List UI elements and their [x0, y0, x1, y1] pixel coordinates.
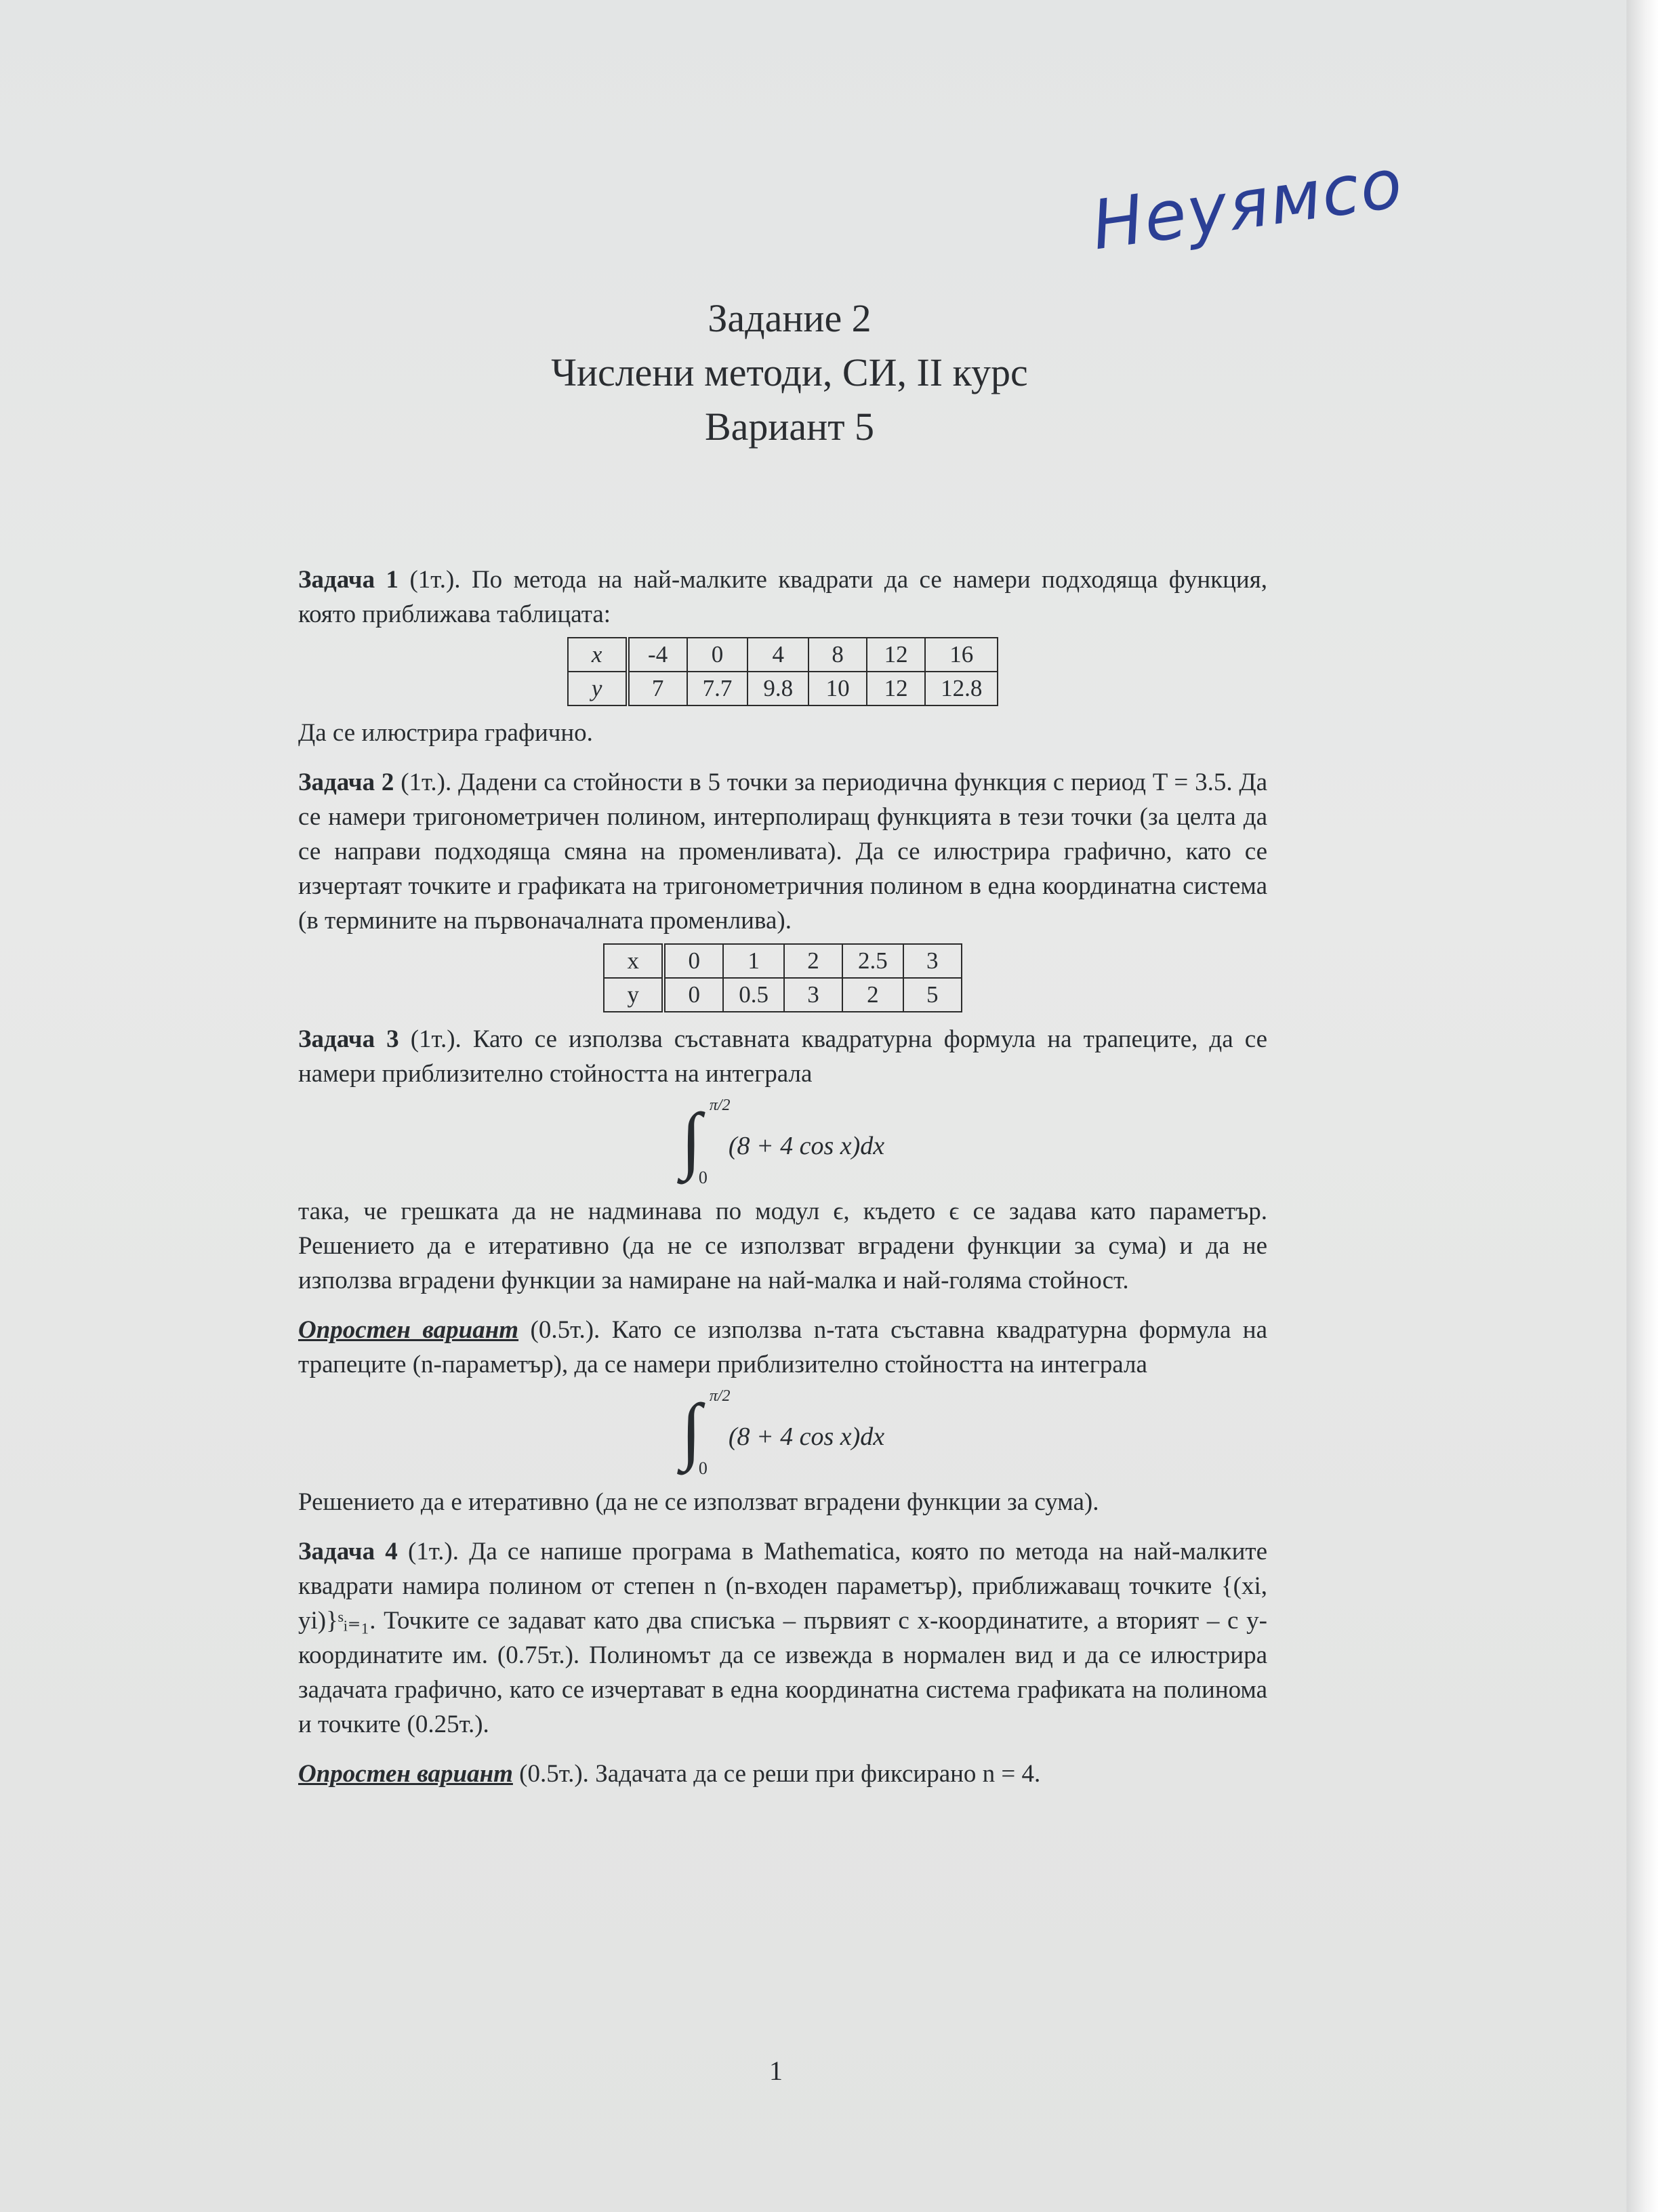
- task3-simple-paragraph: [298, 1313, 1267, 1382]
- integral-lower-limit: 0: [698, 1168, 708, 1187]
- task4-simple-points: (0.5т.).: [519, 1760, 589, 1788]
- document-header: [0, 291, 1579, 454]
- table-cell: 2: [842, 978, 903, 1012]
- task3-label: Задача 3: [298, 1025, 399, 1053]
- table-cell: 8: [808, 638, 867, 672]
- spacer: [298, 1298, 1267, 1313]
- header-line-course: Числени методи, СИ, II курс: [551, 350, 1028, 394]
- task2-text: Дадени са стойности в 5 точки за периодична функция с период T = 3.5. Да се намери тригонометричен полином, интерполиращ функцията в тези точки (за целта да се направи подходяща смяна на променливата). Да се илюстрира графично, като се изчертаят точките и графиката на тригонометричния полином в една координатна система (в термините на първоначалната променлива).: [298, 769, 1268, 935]
- table-cell: 12: [867, 672, 925, 705]
- table-cell: -4: [628, 638, 687, 672]
- table-row: [604, 978, 962, 1012]
- task3-points: (1т.).: [410, 1025, 462, 1053]
- table-cell: 9.8: [747, 672, 808, 705]
- table-cell: 0: [687, 638, 748, 672]
- integral-body: (8 + 4 cos x)dx: [728, 1422, 885, 1451]
- integral-body: (8 + 4 cos x)dx: [728, 1132, 885, 1160]
- table-cell: 16: [925, 638, 998, 672]
- task2-paragraph: [298, 765, 1267, 938]
- task1-after: Да се илюстрира графично.: [298, 719, 593, 747]
- table-cell: 0: [663, 978, 723, 1012]
- task3-text: Като се използва съставната квадратурна формула на трапеците, да се намери приблизително стойността на интеграла: [298, 1025, 1267, 1088]
- task3-after: така, че грешката да не надминава по модул ϵ, където ϵ се задава като параметър. Решението да е итеративно (да не се използват вградени функции за сума) и да не използва вградени функции за намиране на най-малка и най-голяма стойност.: [298, 1197, 1267, 1294]
- task4-paragraph: [298, 1534, 1267, 1742]
- table-cell: 0.5: [723, 978, 784, 1012]
- table-cell: 10: [808, 672, 867, 705]
- task1-text: По метода на най-малките квадрати да се намери подходяща функция, която приближава таблицата:: [298, 566, 1268, 628]
- integral-upper-limit: π/2: [709, 1097, 731, 1114]
- handwritten-note-text: Неуямсо: [1087, 143, 1408, 266]
- header-line-variant: Вариант 5: [704, 405, 875, 449]
- table-cell: 4: [747, 638, 808, 672]
- task3-simple-integral: [298, 1387, 1267, 1478]
- task2-points: (1т.).: [401, 769, 452, 796]
- task1-label: Задача 1: [298, 566, 399, 594]
- task3-simple-after: Решението да е итеративно (да не се използват вградени функции за сума).: [298, 1488, 1099, 1516]
- table-cell: 5: [903, 978, 962, 1012]
- task1-paragraph: [298, 562, 1267, 632]
- table-cell: 0: [663, 944, 723, 978]
- task4-text: Да се напише програма в Mathematica, която по метода на най-малките квадрати намира полином от степен n (n-входен параметър), приближаващ точките {(xi, yi)}ˢᵢ₌₁. Точките се задават като два списъка – първият с x-координатите, а вторият – с y-координатите им. (0.75т.). Полиномът да се извежда в нормален вид и да се илюстрира задачата графично, като се изчертават в една координатна система графиката на полинома и точките (0.25т.).: [298, 1538, 1268, 1738]
- table-cell: 7: [628, 672, 687, 705]
- spacer: [298, 1519, 1267, 1534]
- table-cell: 3: [784, 978, 842, 1012]
- spacer: [298, 750, 1267, 765]
- task4-simple-text: Задачата да се реши при фиксирано n = 4.: [595, 1760, 1041, 1788]
- integral-sign: ∫: [680, 1389, 701, 1471]
- table-header-y: y: [568, 672, 628, 705]
- task3-simple-points: (0.5т.).: [530, 1316, 600, 1344]
- paper-edge: [1626, 0, 1659, 2212]
- table-cell: 12.8: [925, 672, 998, 705]
- table-row: [568, 672, 998, 705]
- table-cell: 7.7: [687, 672, 748, 705]
- task3-integral: [298, 1097, 1267, 1187]
- task1-points: (1т.).: [409, 566, 461, 594]
- document-body: [298, 562, 1267, 1791]
- table-row: [568, 638, 998, 672]
- task2-table: [603, 943, 962, 1012]
- task3-paragraph: [298, 1022, 1267, 1091]
- table-cell: 3: [903, 944, 962, 978]
- table-cell: 2: [784, 944, 842, 978]
- integral-lower-limit: 0: [698, 1458, 708, 1478]
- header-line-assignment: Задание 2: [708, 296, 872, 340]
- table-header-x: x: [568, 638, 628, 672]
- task2-label: Задача 2: [298, 769, 394, 796]
- task2-table-wrap: [298, 943, 1267, 1012]
- table-header-x: x: [604, 944, 663, 978]
- task4-points: (1т.).: [407, 1538, 459, 1565]
- task4-simple-paragraph: [298, 1757, 1267, 1791]
- table-cell: 12: [867, 638, 925, 672]
- table-cell: 1: [723, 944, 784, 978]
- task3-simple-text: Като се използва n-тата съставна квадратурна формула на трапеците (n-параметър), да се намери приблизително стойността на интеграла: [298, 1316, 1268, 1378]
- task3-simple-label: Опростен вариант: [298, 1316, 519, 1344]
- task4-simple-label: Опростен вариант: [298, 1760, 513, 1788]
- integral-upper-limit: π/2: [709, 1387, 731, 1405]
- spacer: [298, 1742, 1267, 1757]
- table-row: [604, 944, 962, 978]
- task4-label: Задача 4: [298, 1538, 398, 1565]
- table-cell: 2.5: [842, 944, 903, 978]
- table-header-y: y: [604, 978, 663, 1012]
- task1-table-wrap: [298, 637, 1267, 706]
- task1-table: [567, 637, 999, 706]
- page-number: 1: [769, 2055, 783, 2086]
- integral-sign: ∫: [680, 1098, 701, 1181]
